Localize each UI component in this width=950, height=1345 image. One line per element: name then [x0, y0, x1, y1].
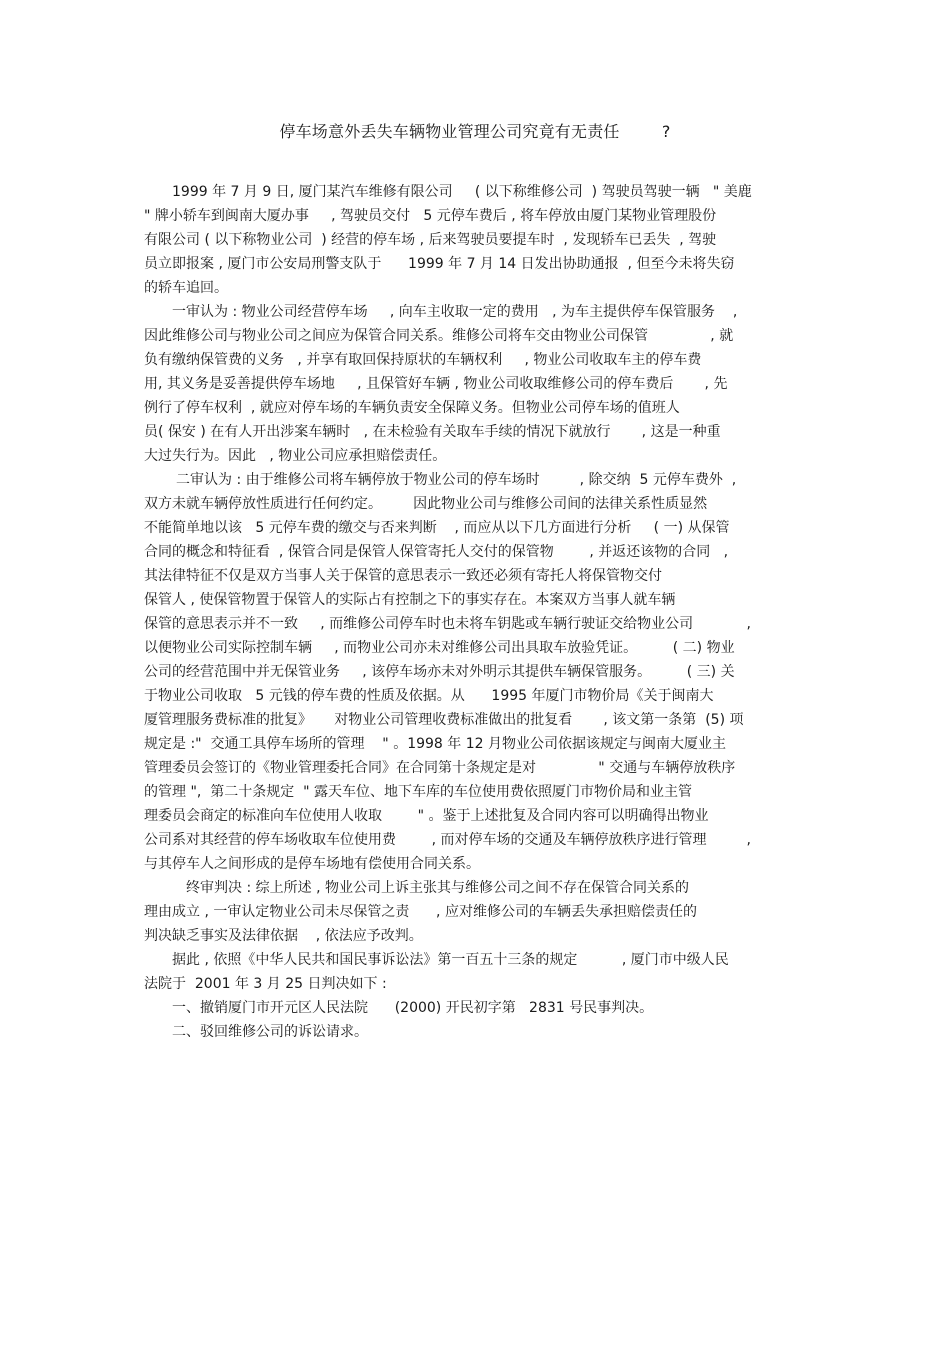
paragraph-line: 不能简单地以该 5 元停车费的缴交与否来判断 , 而应从以下几方面进行分析 ( 一) 从保管 [144, 520, 730, 536]
paragraph-line: 有限公司 ( 以下称物业公司 ) 经营的停车场 , 后来驾驶员要提车时 , 发现轿车已丢失 , 驾驶 [144, 232, 717, 248]
paragraph-line: 于物业公司收取 5 元钱的停车费的性质及依据。从 1995 年厦门市物价局《关于闽南大 [144, 688, 714, 704]
paragraph-line: 厦管理服务费标准的批复》 对物业公司管理收费标准做出的批复看 , 该文第一条第 (5) 项 [144, 712, 744, 728]
paragraph-line: 理由成立 , 一审认定物业公司未尽保管之责 , 应对维修公司的车辆丢失承担赔偿责任的 [144, 904, 697, 920]
paragraph-line: 负有缴纳保管费的义务 , 并享有取回保持原状的车辆权利 , 物业公司收取车主的停车费 [144, 352, 702, 368]
judgment-item: 一、撤销厦门市开元区人民法院 (2000) 开民初字第 2831 号民事判决。 [172, 1000, 654, 1016]
paragraph-line: 据此 , 依照《中华人民共和国民事诉讼法》第一百五十三条的规定 , 厦门市中级人民 [172, 952, 729, 968]
paragraph-line: 其法律特征不仅是双方当事人关于保管的意思表示一致还必须有寄托人将保管物交付 [144, 568, 662, 584]
paragraph-line: 因此维修公司与物业公司之间应为保管合同关系。维修公司将车交由物业公司保管 , 就 [144, 328, 734, 344]
paragraph-line: 规定是 :" 交通工具停车场所的管理 " 。1998 年 12 月物业公司依据该规定与闽南大厦业主 [144, 736, 726, 752]
paragraph-line: 终审判决 : 综上所述 , 物业公司上诉主张其与维修公司之间不存在保管合同关系的 [186, 880, 689, 896]
page-title: 停车场意外丢失车辆物业管理公司究竟有无责任 ? [279, 122, 671, 141]
paragraph-line: 员( 保安 ) 在有人开出涉案车辆时 , 在未检验有关取车手续的情况下就放行 , 这是一种重 [144, 424, 721, 440]
paragraph-line: 合同的概念和特征看 , 保管合同是保管人保管寄托人交付的保管物 , 并返还该物的合同 , [144, 544, 729, 560]
paragraph-line: 用, 其义务是妥善提供停车场地 , 且保管好车辆 , 物业公司收取维修公司的停车费后 , 先 [144, 376, 728, 392]
paragraph-line: 1999 年 7 月 9 日, 厦门某汽车维修有限公司 ( 以下称维修公司 ) 驾驶员驾驶一辆 " 美鹿 [172, 184, 752, 200]
document-body [144, 180, 824, 1044]
paragraph-line: 的轿车追回。 [144, 280, 228, 296]
paragraph-line: 保管的意思表示并不一致 , 而维修公司停车时也未将车钥匙或车辆行驶证交给物业公司 , [144, 616, 752, 632]
paragraph-line: 公司系对其经营的停车场收取车位使用费 , 而对停车场的交通及车辆停放秩序进行管理 , [144, 832, 752, 848]
paragraph-line: 二审认为 : 由于维修公司将车辆停放于物业公司的停车场时 , 除交纳 5 元停车费外 , [176, 472, 737, 488]
paragraph-line: 双方未就车辆停放性质进行任何约定。 因此物业公司与维修公司间的法律关系性质显然 [144, 496, 708, 512]
paragraph-line: 公司的经营范围中并无保管业务 , 该停车场亦未对外明示其提供车辆保管服务。 ( 三) 关 [144, 664, 735, 680]
judgment-item: 二、驳回维修公司的诉讼请求。 [172, 1024, 368, 1040]
paragraph-line: 保管人 , 使保管物置于保管人的实际占有控制之下的事实存在。本案双方当事人就车辆 [144, 592, 676, 608]
paragraph-line: 法院于 2001 年 3 月 25 日判决如下 : [144, 976, 387, 992]
paragraph-line: 判决缺乏事实及法律依据 , 依法应予改判。 [144, 928, 423, 944]
paragraph-line: 管理委员会签订的《物业管理委托合同》在合同第十条规定是对 " 交通与车辆停放秩序 [144, 760, 736, 776]
paragraph-line: 与其停车人之间形成的是停车场地有偿使用合同关系。 [144, 856, 480, 872]
paragraph-line: 理委员会商定的标准向车位使用人收取 " 。鉴于上述批复及合同内容可以明确得出物业 [144, 808, 709, 824]
paragraph-line: 员立即报案 , 厦门市公安局刑警支队于 1999 年 7 月 14 日发出协助通报 , 但至今未将失窃 [144, 256, 735, 272]
paragraph-line: " 牌小轿车到闽南大厦办事 , 驾驶员交付 5 元停车费后 , 将车停放由厦门某物业管理股份 [144, 208, 717, 224]
paragraph-line: 大过失行为。因此 , 物业公司应承担赔偿责任。 [144, 448, 447, 464]
paragraph-line: 以便物业公司实际控制车辆 , 而物业公司亦未对维修公司出具取车放验凭证。 ( 二) 物业 [144, 640, 735, 656]
paragraph-line: 一审认为 : 物业公司经营停车场 , 向车主收取一定的费用 , 为车主提供停车保管服务 , [172, 304, 738, 320]
paragraph-line: 的管理 ", 第二十条规定 " 露天车位、地下车库的车位使用费依照厦门市物价局和业主管 [144, 784, 693, 800]
paragraph-line: 例行了停车权利 , 就应对停车场的车辆负责安全保障义务。但物业公司停车场的值班人 [144, 400, 680, 416]
